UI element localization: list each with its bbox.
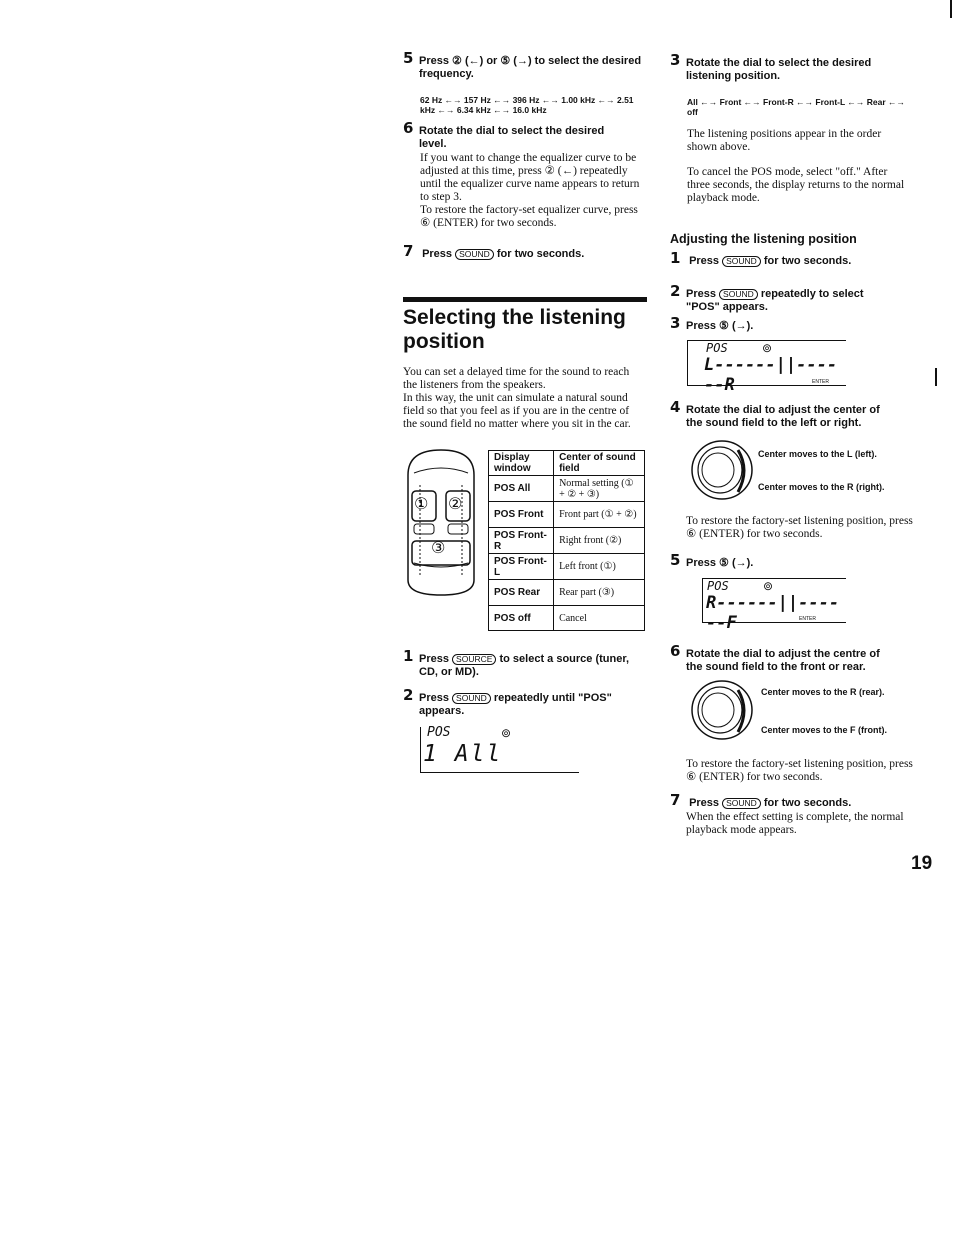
right-step-1: 1 Press SOUND for two seconds. (670, 249, 852, 267)
table-header-row (489, 451, 645, 476)
seat-rear-label: ③ (431, 538, 446, 557)
step-7-press-sound: 7 Press SOUND for two seconds. (403, 242, 585, 260)
section-rule (403, 297, 647, 302)
car-seat-diagram (400, 445, 482, 600)
sound-key: SOUND (719, 289, 758, 300)
table-row: POS Front-R Right front (②) (489, 528, 645, 554)
right-step-5: 5 Press ⑤ (→). (670, 551, 754, 569)
restore-note-2: To restore the factory-set listening position, press ⑥ (ENTER) for two seconds. (686, 758, 913, 783)
position-sequence: All ←→ Front ←→ Front-R ←→ Front-L ←→ Rear ←→ off (687, 97, 905, 117)
cancel-pos-note: To cancel the POS mode, select "off." After three seconds, the display returns to the normal playback mode. (687, 166, 905, 204)
table-row: POS off Cancel (489, 606, 645, 631)
frequency-sequence: 62 Hz ←→ 157 Hz ←→ 396 Hz ←→ 1.00 kHz ←→ 2.51 kHz ←→ 6.34 kHz ←→ 16.0 kHz (420, 95, 634, 115)
section-title: Selecting the listening position (403, 306, 626, 353)
dial-knob-icon (688, 678, 754, 742)
table-row: POS Front-L Left front (①) (489, 554, 645, 580)
source-key: SOURCE (452, 654, 496, 665)
right-step-4: 4 Rotate the dial to adjust the center of the sound field to the left or right. (670, 398, 880, 429)
knob-label-front: Center moves to the F (front). (761, 725, 888, 735)
intro-paragraph-1: You can set a delayed time for the sound to reach the listeners from the speakers. (403, 366, 630, 391)
sound-key: SOUND (452, 693, 491, 704)
right-step-7: 7 Press SOUND for two seconds. (670, 791, 852, 809)
position-order-note: The listening positions appear in the order shown above. (687, 128, 882, 153)
restore-note-1: To restore the factory-set listening position, press ⑥ (ENTER) for two seconds. (686, 515, 913, 540)
sound-key: SOUND (722, 256, 761, 267)
edge-mark (935, 368, 937, 386)
cd-disc-icon: ⊚ (501, 726, 512, 740)
table-row: POS All Normal setting (① + ② + ③) (489, 476, 645, 502)
step-6-body: If you want to change the equalizer curve to be adjusted at this time, press ② (←) repeatedly until the equalizer curve name appears to return to step 3. (420, 152, 640, 203)
sound-key: SOUND (455, 249, 494, 260)
position-table (488, 450, 645, 631)
edge-mark (950, 0, 952, 18)
subheading-adjusting: Adjusting the listening position (670, 232, 857, 246)
table-row: POS Rear Rear part (③) (489, 580, 645, 606)
left-step-1-source: 1 Press SOURCE to select a source (tuner, CD, or MD). (403, 647, 630, 678)
step-5-select-frequency: 5 Press ② (←) or ⑤ (→) to select the desired frequency. (403, 49, 642, 80)
intro-paragraph-2: In this way, the unit can simulate a natural sound field so that you feel as if you are in the centre of the sound field no matter where you sit in the car. (403, 392, 631, 430)
right-step-6: 6 Rotate the dial to adjust the centre of the sound field to the front or rear. (670, 642, 880, 673)
table-header-display: Display window (489, 451, 554, 476)
left-step-2-sound: 2 Press SOUND repeatedly until "POS" appears. (403, 686, 612, 717)
cd-disc-icon: ⊚ (763, 579, 774, 593)
sound-key: SOUND (722, 798, 761, 809)
table-row: POS Front Front part (① + ②) (489, 502, 645, 528)
lcd-display-all: POS ⊚ 1 All (420, 727, 579, 773)
lcd-display-left-right: POS ⊚ L------||------R ENTER (687, 340, 846, 386)
cd-disc-icon: ⊚ (762, 341, 773, 355)
right-step-3: 3 Press ⑤ (→). (670, 314, 754, 332)
knob-label-left: Center moves to the L (left). (758, 449, 877, 459)
step-3-select-position: 3 Rotate the dial to select the desired listening position. (670, 51, 872, 82)
right-step-2: 2 Press SOUND repeatedly to select "POS" appears. (670, 282, 864, 313)
step-6-rotate-dial: 6 Rotate the dial to select the desired level. (403, 119, 605, 150)
knob-label-rear: Center moves to the R (rear). (761, 687, 885, 697)
seat-front-right-label: ② (448, 494, 463, 513)
step-6-body-2: To restore the factory-set equalizer curve, press ⑥ (ENTER) for two seconds. (420, 204, 638, 229)
seat-front-left-label: ① (414, 494, 429, 513)
dial-knob-icon (688, 438, 754, 502)
page-number: 19 (911, 853, 933, 874)
table-header-center: Center of sound field (554, 451, 645, 476)
lcd-display-rear-front: POS ⊚ R------||------F ENTER (702, 578, 846, 623)
knob-label-right: Center moves to the R (right). (758, 482, 885, 492)
completion-note: When the effect setting is complete, the normal playback mode appears. (686, 811, 904, 836)
